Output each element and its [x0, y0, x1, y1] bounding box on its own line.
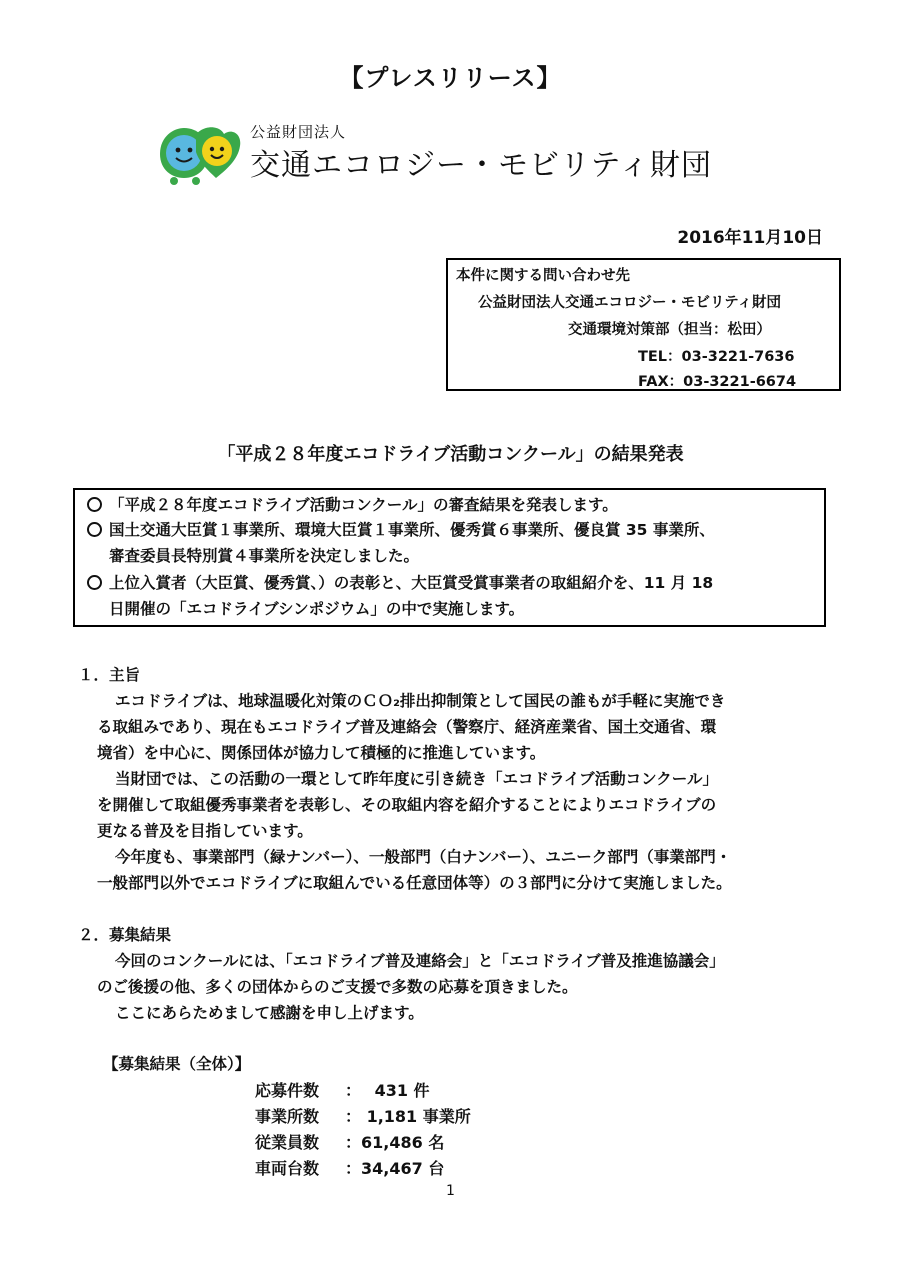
stat-label-employees: 従業員数 — [255, 1133, 320, 1152]
org-subtitle: 公益財団法人 — [250, 123, 347, 141]
summary-line: 「平成２８年度エコドライブ活動コンクール」の審査結果を発表します。 — [109, 496, 618, 514]
summary-bullet-icon — [87, 575, 102, 594]
stat-value-applications: ： 431 件 — [345, 1081, 430, 1100]
body-text-line: 今年度も、事業部門（緑ナンバー）、一般部門（白ナンバー）、ユニーク部門（事業部門・ — [115, 848, 732, 866]
foundation-logo-icon — [154, 124, 242, 186]
press-release-title: 【プレスリリース】 — [339, 64, 562, 92]
body-text-line: のご後援の他、多くの団体からのご支援で多数の応募を頂きました。 — [97, 978, 578, 996]
summary-box — [73, 488, 826, 627]
stat-label-applications: 応募件数 — [255, 1081, 320, 1100]
results-heading: 【募集結果（全体）】 — [103, 1055, 251, 1073]
release-date: 2016年11月10日 — [677, 228, 823, 248]
body-text-line: を開催して取組優秀事業者を表彰し、その取組内容を紹介することによりエコドライブの — [97, 796, 717, 814]
contact-dept: 交通環境対策部（担当：松田） — [568, 322, 771, 338]
contact-title: 本件に関する問い合わせ先 — [456, 268, 630, 284]
summary-bullet-icon — [87, 522, 102, 541]
summary-line: 日開催の「エコドライブシンポジウム」の中で実施します。 — [109, 600, 525, 618]
body-text-line: 当財団では、この活動の一環として昨年度に引き続き「エコドライブ活動コンクール」 — [115, 770, 718, 788]
body-text-line: 更なる普及を目指しています。 — [97, 822, 313, 840]
body-text-line: る取組みであり、現在もエコドライブ普及連絡会（警察庁、経済産業省、国土交通省、環 — [97, 718, 717, 736]
body-text-line: 今回のコンクールには、「エコドライブ普及連絡会」と「エコドライブ普及推進協議会」 — [115, 952, 725, 970]
summary-line: 国土交通大臣賞１事業所、環境大臣賞１事業所、優秀賞６事業所、優良賞 35 事業所、 — [109, 521, 715, 539]
body-text-line: エコドライブは、地球温暖化対策のＣＯ₂排出抑制策として国民の誰もが手軽に実施でき — [115, 692, 726, 710]
stat-value-vehicles: ：34,467 台 — [345, 1159, 445, 1178]
stat-label-vehicles: 車両台数 — [255, 1159, 320, 1178]
stat-value-offices: ： 1,181 事業所 — [345, 1107, 471, 1126]
contact-fax: FAX：03-3221-6674 — [638, 374, 797, 390]
contact-org: 公益財団法人交通エコロジー・モビリティ財団 — [478, 295, 782, 311]
stat-value-employees: ：61,486 名 — [345, 1133, 445, 1152]
stat-label-offices: 事業所数 — [255, 1107, 320, 1126]
page-number: 1 — [446, 1183, 455, 1199]
org-name: 交通エコロジー・モビリティ財団 — [250, 148, 712, 183]
body-text-line: 一般部門以外でエコドライブに取組んでいる任意団体等）の３部門に分けて実施しました。 — [97, 874, 732, 892]
section-heading: １．主旨 — [78, 666, 141, 684]
summary-bullet-icon — [87, 497, 102, 516]
headline: 「平成２８年度エコドライブ活動コンクール」の結果発表 — [217, 444, 684, 465]
summary-line: 審査委員長特別賞４事業所を決定しました。 — [109, 547, 420, 565]
contact-tel: TEL：03-3221-7636 — [638, 349, 795, 365]
section-heading: ２．募集結果 — [78, 926, 172, 944]
contact-box — [446, 258, 841, 391]
body-text-line: ここにあらためまして感謝を申し上げます。 — [115, 1004, 424, 1022]
body-text-line: 境省）を中心に、関係団体が協力して積極的に推進しています。 — [97, 744, 546, 762]
summary-line: 上位入賞者（大臣賞、優秀賞、）の表彰と、大臣賞受賞事業者の取組紹介を、11 月 18 — [109, 574, 714, 592]
